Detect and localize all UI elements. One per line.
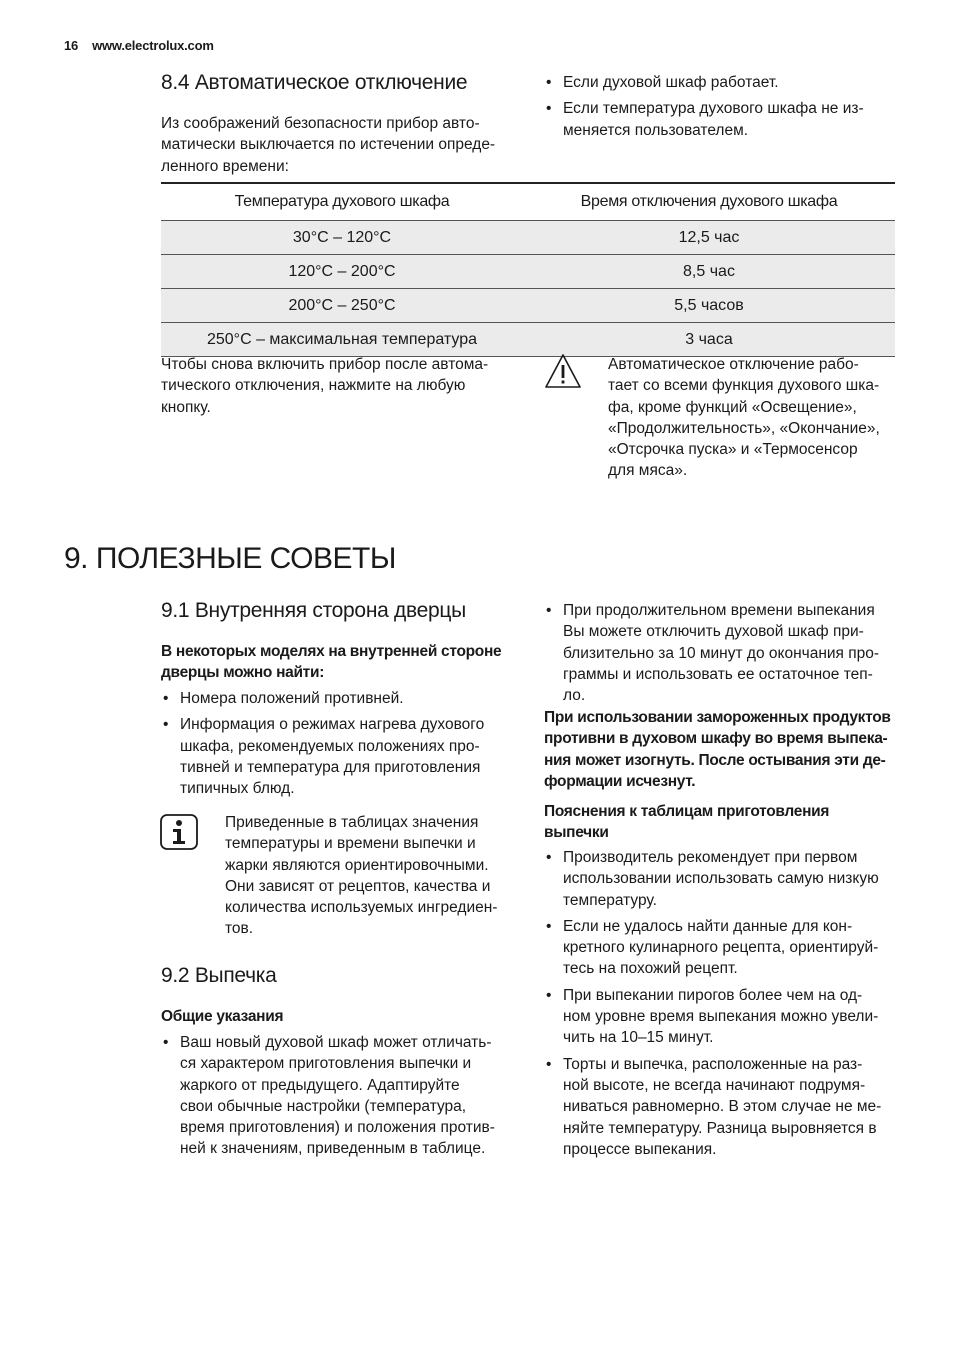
list-item: • Информация о режимах нагрева духового шкафа, рекомендуемых положениях про- тивней и температура для приготовления типичных блюд.: [161, 714, 511, 799]
frozen-products-note: При использовании замороженных продуктов противни в духовом шкафу во время выпека- ния может изогнуть. После остывания эти де- формации исчезнут.: [544, 709, 891, 790]
section-9-1-lead: В некоторых моделях на внутренней стороне дверцы можно найти:: [161, 643, 502, 682]
info-note: Приведенные в таблицах значения температуры и времени выпечки и жарки являются ориентировочными. Они зависят от рецептов, качества и количества используемых ингредиен- тов.: [225, 814, 498, 938]
table-header-row: [161, 183, 895, 221]
section-9-1-title: 9.1 Внутренняя сторона дверцы: [161, 599, 466, 622]
shutoff-table: [161, 182, 895, 357]
table-cell: 200°C – 250°C: [161, 289, 523, 323]
page-header: [64, 38, 214, 53]
list-item: • Если духовой шкаф работает.: [544, 72, 894, 93]
info-icon: [159, 813, 199, 851]
website-link[interactable]: www.electrolux.com: [92, 38, 214, 53]
section-9-2-title: 9.2 Выпечка: [161, 964, 277, 987]
section-9-2-subtitle: Общие указания: [161, 1008, 284, 1025]
section-8-4-intro: Из соображений безопасности прибор авто- матически выключается по истечении опреде- ленного времени:: [161, 115, 496, 175]
table-cell: 12,5 час: [523, 221, 895, 255]
column-header-shutoff-time: Время отключения духового шкафа: [523, 183, 895, 221]
section-9-2-bullets: [161, 1032, 516, 1165]
table-cell: 30°C – 120°C: [161, 221, 523, 255]
right-column-top-bullet: [544, 600, 899, 706]
section-8-4-title: 8.4 Автоматическое отключение: [161, 71, 468, 94]
list-item: • Ваш новый духовой шкаф может отличать- ся характером приготовления выпечки и жаркого от предыдущего. Адаптируйте свои обычные настройки (температура, время приготовления) и положения против- ней к значениям, приведенным в таблице.: [161, 1032, 516, 1160]
list-item: • Производитель рекомендует при первом использовании использовать самую низкую температуру.: [544, 847, 899, 911]
list-item: • При продолжительном времени выпекания Вы можете отключить духовой шкаф при- близительно за 10 минут до окончания про- граммы и использовать ее остаточное теп- ло.: [544, 600, 899, 706]
page-number: 16: [64, 38, 79, 53]
section-8-4-bullets: [544, 72, 894, 146]
warning-note: Автоматическое отключение рабо- тает со всеми функция духового шка- фа, кроме функций «Освещение», «Продолжительность», «Окончание», «Отсрочка пуска» и «Термосенсор для мяса».: [608, 356, 880, 480]
warning-triangle-icon: [543, 351, 583, 391]
restart-instructions: Чтобы снова включить прибор после автома- тического отключения, нажмите на любую кнопку.: [161, 356, 489, 416]
section-9-1-bullets: [161, 688, 511, 804]
table-row: [161, 221, 895, 255]
table-row: [161, 323, 895, 357]
table-cell: 3 часа: [523, 323, 895, 357]
baking-tables-explanation-title: Пояснения к таблицам приготовления выпечки: [544, 803, 830, 842]
table-cell: 8,5 час: [523, 255, 895, 289]
right-column-bullets: [544, 847, 899, 1165]
list-item: • При выпекании пирогов более чем на од- ном уровне время выпекания можно увели- чить на 10–15 минут.: [544, 985, 899, 1049]
table-cell: 120°C – 200°C: [161, 255, 523, 289]
list-item: • Торты и выпечка, расположенные на раз- ной высоте, не всегда начинают подрумя- ниваться равномерно. В этом случае не ме- няйте температуру. Разница выровняется в процессе выпекания.: [544, 1054, 899, 1160]
table-cell: 250°C – максимальная температура: [161, 323, 523, 357]
table-row: [161, 255, 895, 289]
list-item: • Если температура духового шкафа не из- меняется пользователем.: [544, 98, 894, 141]
table-row: [161, 289, 895, 323]
section-9-title: 9. ПОЛЕЗНЫЕ СОВЕТЫ: [64, 542, 396, 575]
table-cell: 5,5 часов: [523, 289, 895, 323]
column-header-temperature: Температура духового шкафа: [161, 183, 523, 221]
list-item: • Номера положений противней.: [161, 688, 511, 709]
list-item: • Если не удалось найти данные для кон- кретного кулинарного рецепта, ориентируй- тесь на похожий рецепт.: [544, 916, 899, 980]
